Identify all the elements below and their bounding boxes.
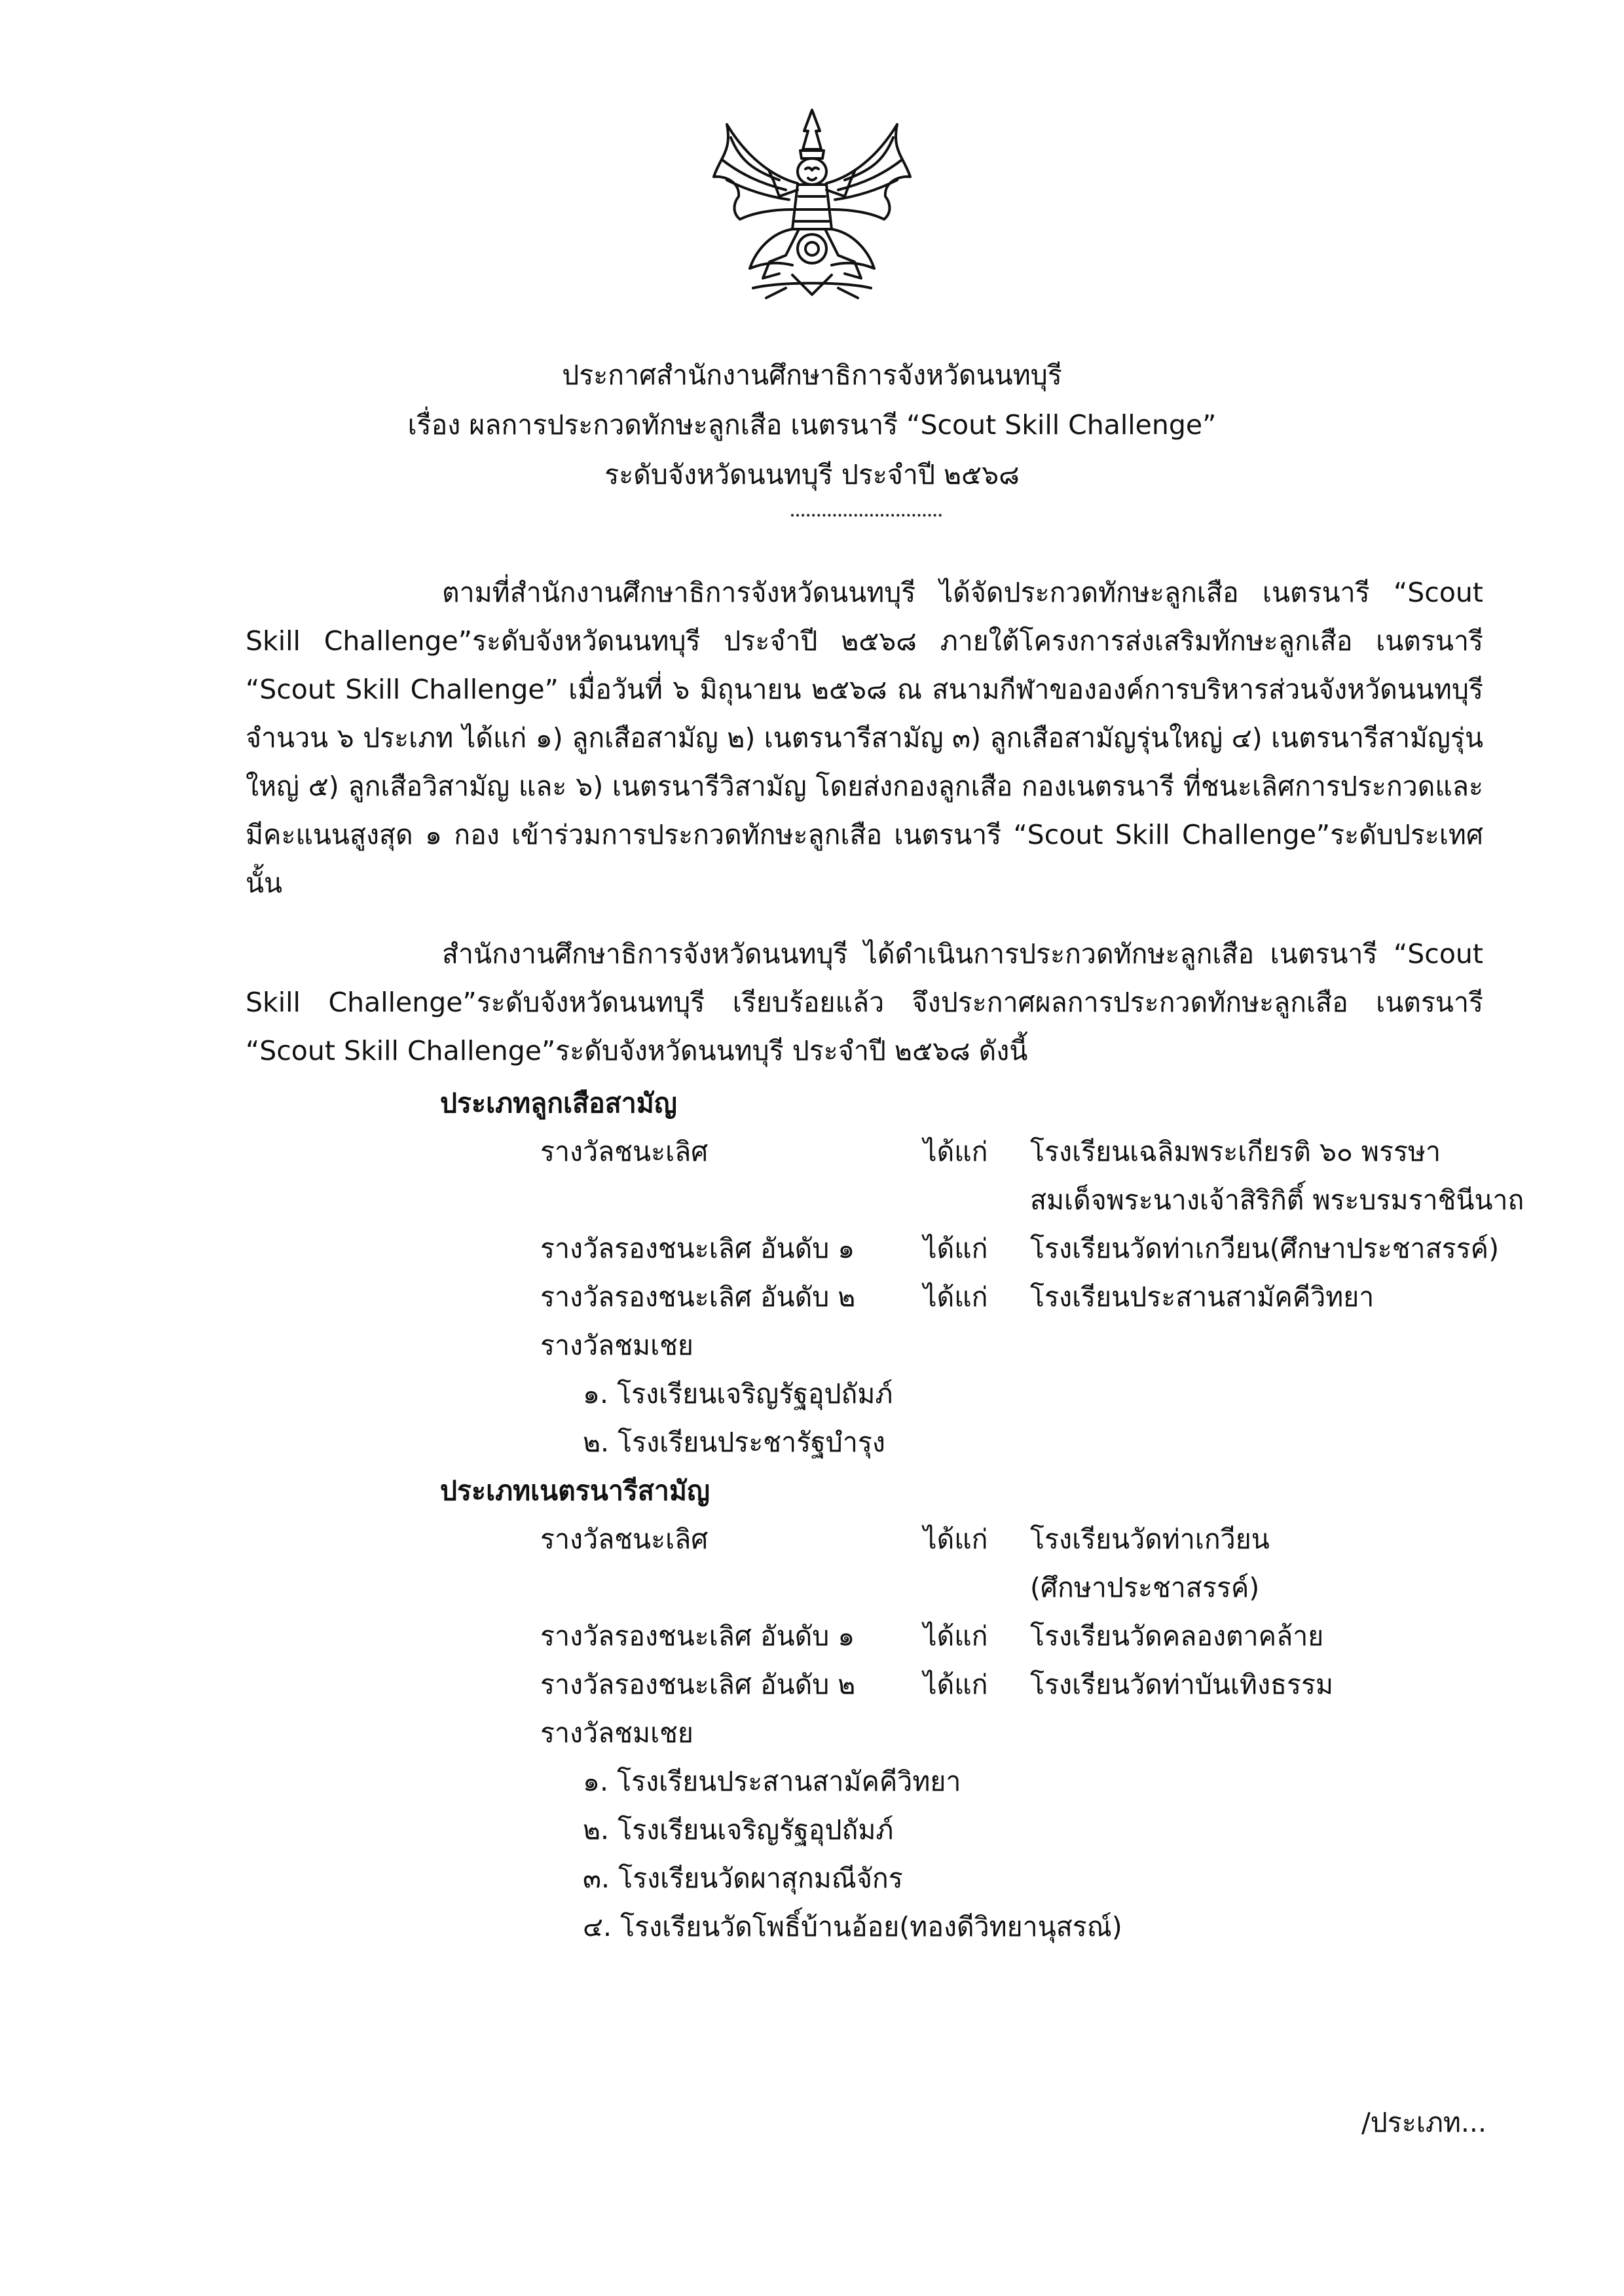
honorable-item: ๓. โรงเรียนวัดผาสุกมณีจักร — [583, 1863, 903, 1894]
receive-label: ได้แก่ — [923, 1281, 988, 1313]
category-title: ประเภทเนตรนารีสามัญ — [440, 1475, 710, 1506]
receive-label: ได้แก่ — [923, 1233, 988, 1264]
receive-label: ได้แก่ — [923, 1669, 988, 1700]
header-level-year: ระดับจังหวัดนนทบุรี ประจำปี ๒๕๖๘ — [604, 459, 1020, 490]
winner-school: โรงเรียนวัดท่าบันเทิงธรรม — [1030, 1669, 1334, 1700]
award-label: รางวัลชนะเลิศ — [540, 1523, 709, 1555]
award-label: รางวัลรองชนะเลิศ อันดับ ๑ — [540, 1233, 855, 1264]
honorable-label: รางวัลชมเชย — [540, 1330, 693, 1361]
header-agency: ประกาศสำนักงานศึกษาธิการจังหวัดนนทบุรี — [562, 359, 1062, 391]
body-paragraph-1: ตามที่สำนักงานศึกษาธิการจังหวัดนนทบุรี ได้จัดประกวดทักษะลูกเสือ เนตรนารี “Scout Skill Challenge”ระดับจังหวัดนนทบุรี ประจำปี ๒๕๖๘ ภายใต้โครงการส่งเสริมทักษะลูกเสือ เนตรนารี “Scout Skill Challenge” เมื่อวันที่ ๖ มิถุนายน ๒๕๖๘ ณ สนามกีฬาขององค์การบริหารส่วนจังหวัดนนทบุรี จำนวน ๖ ประเภท ได้แก่ ๑) ลูกเสือสามัญ ๒) เนตรนารีสามัญ ๓) ลูกเสือสามัญรุ่นใหญ่ ๔) เนตรนารีสามัญรุ่นใหญ่ ๕) ลูกเสือวิสามัญ และ ๖) เนตรนารีวิสามัญ โดยส่งกองลูกเสือ กองเนตรนารี ที่ชนะเลิศการประกวดและมีคะแนนสูงสุด ๑ กอง เข้าร่วมการประกวดทักษะลูกเสือ เนตรนารี “Scout Skill Challenge”ระดับประเทศ นั้น — [246, 577, 1483, 899]
category-title: ประเภทลูกเสือสามัญ — [440, 1087, 677, 1119]
winner-school: โรงเรียนวัดคลองตาคล้าย — [1030, 1620, 1324, 1652]
award-label: รางวัลรองชนะเลิศ อันดับ ๒ — [540, 1669, 856, 1700]
garuda-emblem-icon — [701, 98, 923, 321]
winner-school: โรงเรียนวัดท่าเกวียน(ศึกษาประชาสรรค์) — [1030, 1233, 1500, 1264]
winner-school-cont: (ศึกษาประชาสรรค์) — [1030, 1572, 1260, 1603]
header-divider — [791, 514, 942, 517]
award-label: รางวัลรองชนะเลิศ อันดับ ๑ — [540, 1620, 855, 1652]
honorable-item: ๔. โรงเรียนวัดโพธิ์บ้านอ้อย(ทองดีวิทยานุสรณ์) — [583, 1911, 1122, 1942]
winner-school: โรงเรียนวัดท่าเกวียน — [1030, 1523, 1270, 1555]
honorable-item: ๒. โรงเรียนเจริญรัฐอุปถัมภ์ — [583, 1814, 894, 1846]
honorable-item: ๑. โรงเรียนประสานสามัคคีวิทยา — [583, 1766, 961, 1797]
honorable-item: ๑. โรงเรียนเจริญรัฐอุปถัมภ์ — [583, 1378, 893, 1410]
winner-school-cont: สมเด็จพระนางเจ้าสิริกิติ์ พระบรมราชินีนาถ — [1030, 1184, 1524, 1216]
continuation-marker: /ประเภท... — [1361, 2107, 1486, 2138]
receive-label: ได้แก่ — [923, 1136, 988, 1167]
announcement-header — [196, 350, 1428, 500]
winner-school: โรงเรียนเฉลิมพระเกียรติ ๖๐ พรรษา — [1030, 1136, 1441, 1167]
honorable-item: ๒. โรงเรียนประชารัฐบำรุง — [583, 1427, 885, 1458]
receive-label: ได้แก่ — [923, 1620, 988, 1652]
award-label: รางวัลรองชนะเลิศ อันดับ ๒ — [540, 1281, 856, 1313]
body-paragraph-2: สำนักงานศึกษาธิการจังหวัดนนทบุรี ได้ดำเนินการประกวดทักษะลูกเสือ เนตรนารี “Scout Skill Challenge”ระดับจังหวัดนนทบุรี เรียบร้อยแล้ว จึงประกาศผลการประกวดทักษะลูกเสือ เนตรนารี “Scout Skill Challenge”ระดับจังหวัดนนทบุรี ประจำปี ๒๕๖๘ ดังนี้ — [246, 938, 1483, 1066]
award-label: รางวัลชนะเลิศ — [540, 1136, 709, 1167]
winner-school: โรงเรียนประสานสามัคคีวิทยา — [1030, 1281, 1375, 1313]
header-subject: เรื่อง ผลการประกวดทักษะลูกเสือ เนตรนารี “Scout Skill Challenge” — [407, 409, 1217, 441]
honorable-label: รางวัลชมเชย — [540, 1717, 693, 1749]
receive-label: ได้แก่ — [923, 1523, 988, 1555]
